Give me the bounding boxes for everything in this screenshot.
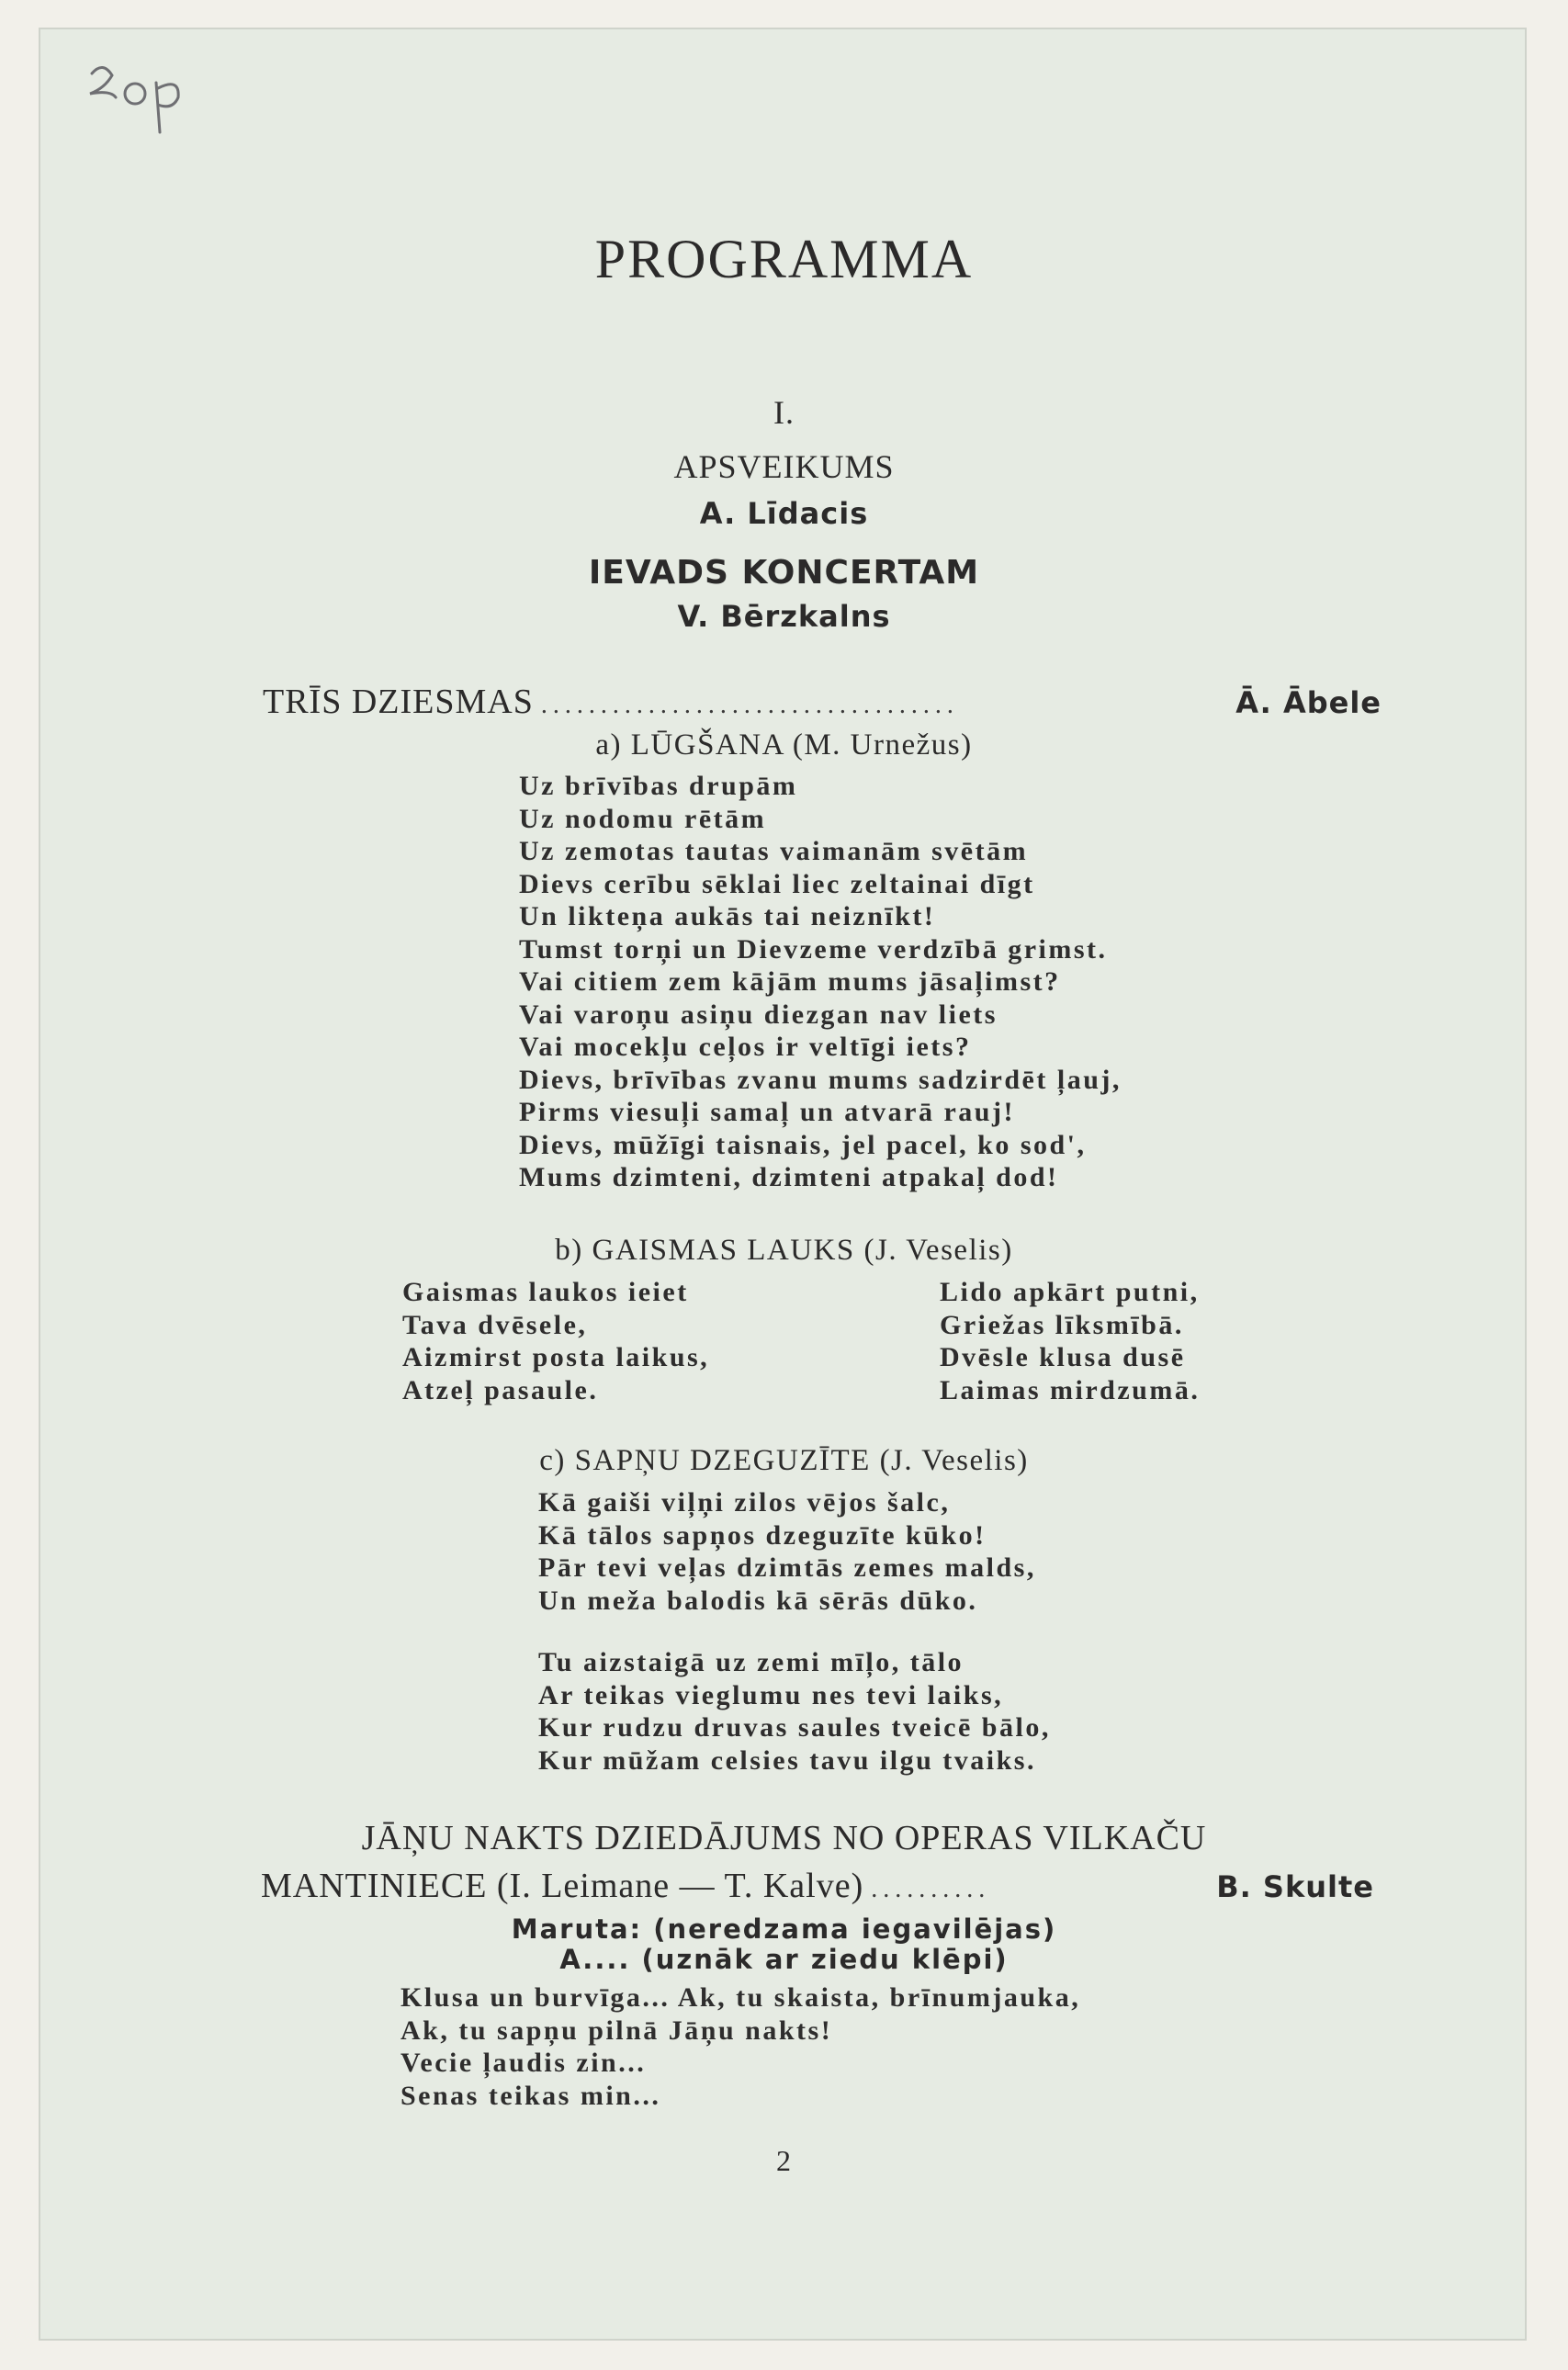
tris-dziesmas-composer: Ā. Ābele xyxy=(1235,685,1382,720)
song-b-heading: b) GAISMAS LAUKS (J. Veselis) xyxy=(555,1234,1013,1267)
verse-line: Uz brīvības drupām xyxy=(519,771,798,801)
tris-dziesmas-title: TRĪS DZIESMAS xyxy=(263,683,534,721)
handwritten-note xyxy=(85,57,195,167)
verse-line: Griežas līksmībā. xyxy=(940,1309,1184,1340)
page-number: 2 xyxy=(776,2144,792,2177)
song-a-verse xyxy=(519,770,1122,1194)
verse-line: Lido apkārt putni, xyxy=(940,1277,1200,1307)
ievads-person: V. Bērzkalns xyxy=(677,599,891,634)
verse-line: Dievs cerību sēklai liec zeltainai dīgt xyxy=(519,868,1035,899)
verse-line: Vecie ļaudis zin... xyxy=(400,2048,647,2078)
dot-leader: .......... xyxy=(871,1875,991,1903)
verse-line: Mums dzimteni, dzimteni atpakaļ dod! xyxy=(519,1162,1059,1192)
opera-composer: B. Skulte xyxy=(1216,1869,1374,1904)
verse-line: Kur mūžam celsies tavu ilgu tvaiks. xyxy=(538,1744,1036,1776)
verse-line: Ar teikas vieglumu nes tevi laiks, xyxy=(538,1679,1004,1710)
apsveikums-title: APSVEIKUMS xyxy=(673,448,895,485)
verse-line: Un meža balodis kā sērās dūko. xyxy=(538,1585,978,1616)
section-number: I. xyxy=(773,394,795,431)
verse-line: Aizmirst posta laikus, xyxy=(402,1342,710,1372)
verse-line: Kā gaiši viļņi zilos vējos šalc, xyxy=(538,1487,951,1518)
verse-line: Laimas mirdzumā. xyxy=(940,1374,1201,1405)
stage-direction-maruta: Maruta: (neredzama iegavilējas) xyxy=(511,1913,1057,1945)
verse-line: Vai mocekļu ceļos ir veltīgi iets? xyxy=(519,1032,972,1062)
song-b-left-column xyxy=(402,1276,709,1406)
opera-title-line-2: MANTINIECE (I. Leimane — T. Kalve) xyxy=(261,1867,864,1905)
verse-line: Dievs, mūžīgi taisnais, jel pacel, ko sod', xyxy=(519,1129,1087,1160)
song-c-heading: c) SAPŅU DZEGUZĪTE (J. Veselis) xyxy=(539,1444,1029,1477)
verse-line: Pirms viesuļi samaļ un atvarā rauj! xyxy=(519,1097,1015,1127)
opera-verse xyxy=(400,1981,1080,2112)
page-title: PROGRAMMA xyxy=(594,229,974,289)
verse-line: Atzeļ pasaule. xyxy=(402,1374,599,1405)
verse-line: Dievs, brīvības zvanu mums sadzirdēt ļauj, xyxy=(519,1064,1122,1095)
verse-line: Senas teikas min... xyxy=(400,2080,661,2111)
verse-line: Vai varoņu asiņu diezgan nav liets xyxy=(519,999,998,1030)
verse-line: Klusa un burvīga... Ak, tu skaista, brīnumjauka, xyxy=(400,1982,1081,2013)
verse-line: Kā tālos sapņos dzeguzīte kūko! xyxy=(538,1519,987,1551)
song-c-stanza-2 xyxy=(538,1646,1051,1777)
stage-direction-a: A.... (uznāk ar ziedu klēpi) xyxy=(559,1944,1009,1975)
opera-title-row xyxy=(261,1866,1374,1906)
song-a-heading: a) LŪGŠANA (M. Urnežus) xyxy=(595,728,973,762)
verse-line: Gaismas laukos ieiet xyxy=(402,1277,689,1307)
song-b-right-column xyxy=(940,1276,1200,1406)
ievads-title: IEVADS KONCERTAM xyxy=(588,554,980,592)
verse-line: Tumst torņi un Dievzeme verdzībā grimst. xyxy=(519,933,1108,965)
tris-dziesmas-row xyxy=(263,682,1382,722)
verse-line: Uz nodomu rētām xyxy=(519,803,767,834)
verse-line: Un likteņa aukās tai neiznīkt! xyxy=(519,901,936,931)
verse-line: Tava dvēsele, xyxy=(402,1309,588,1340)
apsveikums-person: A. Līdacis xyxy=(699,496,869,531)
song-c-stanza-1 xyxy=(538,1486,1036,1617)
verse-line: Vai citiem zem kājām mums jāsaļimst? xyxy=(519,966,1061,997)
verse-line: Tu aizstaigā uz zemi mīļo, tālo xyxy=(538,1647,964,1677)
opera-title-line-1: JĀŅU NAKTS DZIEDĀJUMS NO OPERAS VILKAČU xyxy=(361,1819,1207,1857)
dot-leader: ................................... xyxy=(540,691,959,719)
verse-line: Pār tevi veļas dzimtās zemes malds, xyxy=(538,1552,1036,1583)
verse-line: Dvēsle klusa dusē xyxy=(940,1342,1186,1372)
verse-line: Uz zemotas tautas vaimanām svētām xyxy=(519,836,1029,866)
verse-line: Ak, tu sapņu pilnā Jāņu nakts! xyxy=(400,2014,833,2046)
verse-line: Kur rudzu druvas saules tveicē bālo, xyxy=(538,1712,1051,1743)
